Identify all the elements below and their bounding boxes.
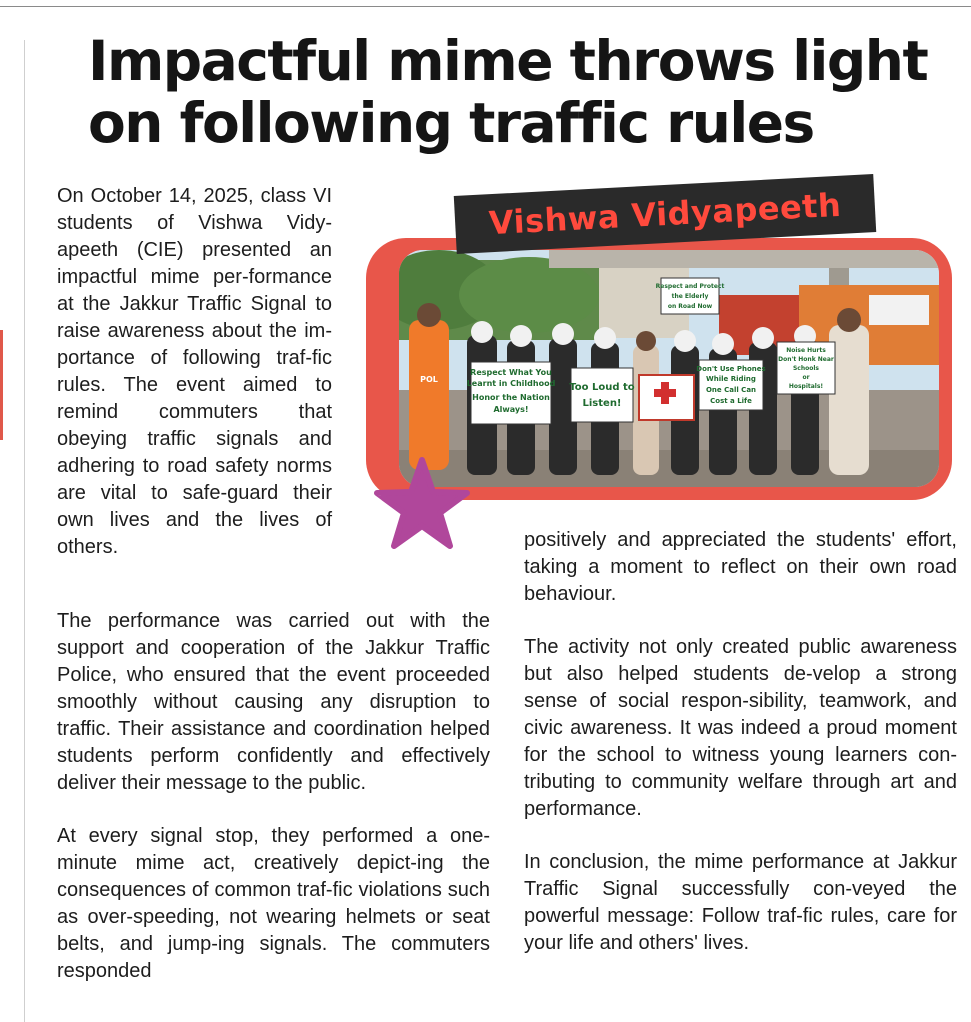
placard-1-line-3: Honor the Nation: [472, 393, 550, 402]
event-photo-illustration: [399, 250, 939, 487]
vest-label: POL: [420, 375, 438, 384]
placard-3-line-4: Cost a Life: [710, 397, 752, 405]
placard-1-line-1: Respect What You: [470, 368, 552, 377]
edge-accent: [0, 330, 3, 440]
column-left: [57, 608, 490, 985]
placard-5-line-3: on Road Now: [667, 303, 713, 310]
column-divider: [24, 40, 25, 1022]
placard-4-line-5: Hospitals!: [788, 383, 824, 390]
top-rule: [0, 6, 971, 7]
headline: Impactful mime throws light on following traffic rules: [88, 29, 928, 155]
placard-5-line-1: Respect and Protect: [655, 283, 725, 290]
placard-4-line-4: or: [802, 374, 810, 381]
placard-1-line-4: Always!: [493, 405, 529, 414]
placard-3-line-2: While Riding: [706, 375, 756, 383]
event-photo: [399, 250, 939, 487]
paragraph-intro: On October 14, 2025, class VI students of Vishwa Vidy-apeeth (CIE) presented an impactful mime per-formance at the Jakkur Traffic Signal to raise awareness about the im-portance of following traf-fic rules. The event aimed to remind commuters that obeying traffic signals and adhering to road safety norms are vital to safe-guard their own lives and the lives of others.: [57, 185, 332, 558]
paragraph-signal-stop: At every signal stop, they performed a one-minute mime act, creatively depict-ing the consequences of common traf-fic violations such as over-speeding, not wearing helmets or seat belts, and jump-ing signals. The commuters responded: [57, 825, 490, 982]
placard-4-line-3: Schools: [792, 365, 820, 372]
placard-2-line-2: Listen!: [582, 398, 622, 409]
placard-3-line-1: Don't Use Phones: [696, 365, 766, 373]
placard-3-line-3: One Call Can: [705, 386, 757, 394]
paragraph-conclusion: In conclusion, the mime performance at Jakkur Traffic Signal successfully con-veyed the powerful message: Follow traf-fic rules, care for your life and others' lives.: [524, 851, 957, 954]
placard-4-line-2: Don't Honk Near: [778, 356, 834, 363]
school-name: Vishwa Vidyapeeth: [487, 185, 843, 243]
placard-4-line-1: Noise Hurts: [786, 347, 826, 354]
paragraph-signal-stop-continued: positively and appreciated the students' effort, taking a moment to reflect on their own road behaviour.: [524, 529, 957, 605]
column-right: [524, 527, 957, 957]
placard-2-line-1: Too Loud to: [569, 382, 635, 393]
column-intro: [57, 183, 332, 561]
paragraph-activity: The activity not only created public awareness but also helped students de-velop a strong sense of social respon-sibility, teamwork, and civic awareness. It was indeed a proud moment for the school to witness young learners con-tributing to community welfare through art and performance.: [524, 636, 957, 820]
paragraph-support: The performance was carried out with the support and cooperation of the Jakkur Traffic Police, who ensured that the event proceeded smoothly without causing any disruption to traffic. Their assistance and coordination helped students perform confidently and effectively deliver their message to the public.: [57, 610, 490, 794]
placard-1-line-2: Learnt in Childhood: [466, 379, 556, 388]
placard-5-line-2: the Elderly: [671, 293, 709, 300]
star-icon: [372, 456, 472, 552]
